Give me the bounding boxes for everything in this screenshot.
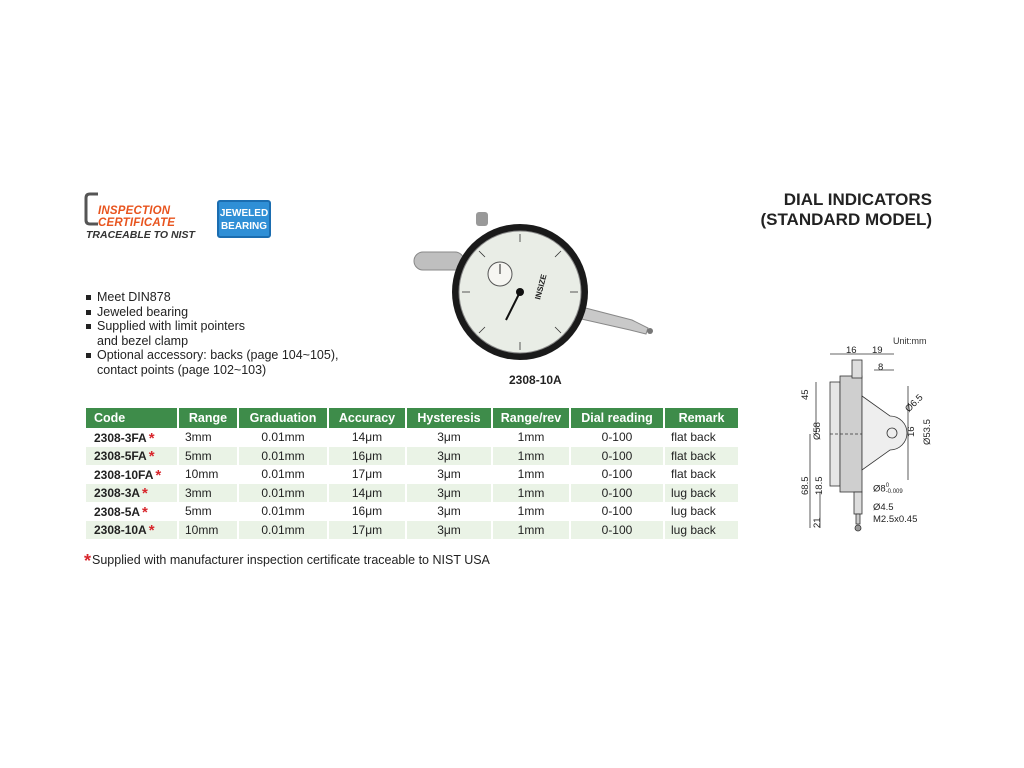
cell-remark-text: lug back (671, 485, 716, 500)
certificate-line1: INSPECTION (98, 205, 171, 217)
table-row (86, 484, 738, 503)
cell-hysteresis (406, 465, 492, 484)
certificate-star: * (155, 466, 162, 484)
cell-code-text: 2308-5FA (94, 449, 147, 464)
cell-accuracy-text: 14μm (351, 485, 383, 500)
dim-8-tolerance (873, 483, 903, 495)
cell-hysteresis-text: 3μm (437, 467, 461, 482)
cell-dial-reading (570, 428, 664, 447)
product-image (410, 212, 670, 362)
certificate-star: * (148, 448, 155, 466)
certificate-star: * (142, 503, 148, 521)
certificate-star: * (148, 522, 155, 540)
dim-21: 21 (812, 517, 823, 528)
cell-range-rev-text: 1mm (517, 522, 545, 537)
cell-accuracy (328, 465, 406, 484)
header-graduation: Graduation (238, 408, 328, 428)
cell-graduation-text: 0.01mm (261, 467, 305, 482)
footnote-text: Supplied with manufacturer inspection certificate traceable to NIST USA (92, 553, 490, 567)
jeweled-line1: JEWELED (219, 208, 269, 219)
cell-code (86, 428, 178, 447)
cell-graduation (238, 484, 328, 503)
cell-remark-text: lug back (671, 504, 716, 519)
cell-graduation-text: 0.01mm (261, 485, 305, 500)
cell-graduation (238, 465, 328, 484)
cell-hysteresis-text: 3μm (437, 522, 461, 537)
cell-dial-reading (570, 447, 664, 466)
cell-remark-text: lug back (671, 522, 716, 537)
page-title (760, 190, 932, 230)
cell-range-text: 5mm (185, 448, 212, 463)
dim-4-5: Ø4.5 (873, 502, 894, 513)
dim-53-5: Ø53.5 (922, 419, 933, 445)
tolerance-lower: -0.009 (885, 489, 903, 495)
cell-hysteresis (406, 502, 492, 521)
product-caption: 2308-10A (509, 373, 562, 387)
cell-dial-reading-text: 0-100 (601, 522, 633, 537)
cell-hysteresis-text: 3μm (437, 485, 461, 500)
dim-18-5: 18.5 (814, 476, 825, 495)
header-range: Range (178, 408, 238, 428)
table-row (86, 521, 738, 540)
feature-list (86, 290, 386, 377)
cell-range-rev-text: 1mm (517, 504, 545, 519)
cell-dial-reading-text: 0-100 (601, 504, 633, 519)
cell-code (86, 502, 178, 521)
inspection-certificate-badge (84, 190, 204, 242)
cell-hysteresis (406, 484, 492, 503)
cell-dial-reading (570, 521, 664, 540)
cell-accuracy (328, 447, 406, 466)
table-row (86, 465, 738, 484)
cell-code-text: 2308-5A (94, 504, 141, 519)
cell-graduation (238, 428, 328, 447)
cell-dial-reading-text: 0-100 (601, 485, 633, 500)
cell-code (86, 521, 178, 540)
cell-graduation-text: 0.01mm (261, 522, 305, 537)
cell-range-rev (492, 502, 570, 521)
cell-remark (664, 447, 738, 466)
cell-graduation-text: 0.01mm (261, 430, 305, 445)
cell-remark-text: flat back (671, 467, 716, 482)
cell-remark (664, 428, 738, 447)
cell-accuracy (328, 428, 406, 447)
cell-code (86, 465, 178, 484)
cell-remark (664, 465, 738, 484)
cell-code (86, 484, 178, 503)
feature-item-continued: and bezel clamp (97, 333, 189, 348)
cell-accuracy-text: 16μm (351, 448, 383, 463)
cell-code-text: 2308-10FA (94, 467, 154, 482)
cell-dial-reading-text: 0-100 (601, 448, 633, 463)
header-hysteresis: Hysteresis (406, 408, 492, 428)
feature-item: Jeweled bearing (86, 305, 386, 320)
cell-range (178, 521, 238, 540)
header-dial-reading: Dial reading (570, 408, 664, 428)
feature-item-continued: contact points (page 102~103) (97, 362, 267, 377)
header-range-rev: Range/rev (492, 408, 570, 428)
cell-dial-reading-text: 0-100 (601, 467, 633, 482)
cell-remark-text: flat back (671, 430, 716, 445)
cell-dial-reading-text: 0-100 (601, 430, 633, 445)
header-remark: Remark (664, 408, 738, 428)
header-code: Code (86, 408, 178, 428)
feature-item: Optional accessory: backs (page 104~105), (86, 348, 386, 363)
cell-range (178, 447, 238, 466)
certificate-star: * (142, 485, 148, 503)
cell-remark (664, 484, 738, 503)
footnote (84, 548, 490, 569)
cell-hysteresis (406, 521, 492, 540)
cell-dial-reading (570, 484, 664, 503)
dim-8: 8 (878, 362, 884, 373)
unit-label: Unit:mm (893, 336, 927, 346)
dim-8-value: Ø8 (873, 483, 886, 495)
jeweled-line2: BEARING (220, 221, 268, 232)
cell-range (178, 465, 238, 484)
cell-range-rev (492, 484, 570, 503)
cell-range (178, 428, 238, 447)
cell-range-rev-text: 1mm (517, 430, 545, 445)
cell-range (178, 484, 238, 503)
cell-dial-reading (570, 465, 664, 484)
cell-accuracy-text: 17μm (351, 467, 383, 482)
cell-remark (664, 521, 738, 540)
cell-range-rev-text: 1mm (517, 448, 545, 463)
header-accuracy: Accuracy (328, 408, 406, 428)
dim-16b: 16 (906, 426, 917, 437)
cell-accuracy (328, 521, 406, 540)
cell-graduation (238, 502, 328, 521)
table-row (86, 502, 738, 521)
cell-accuracy (328, 502, 406, 521)
cell-graduation-text: 0.01mm (261, 504, 305, 519)
cell-range-text: 3mm (185, 430, 212, 445)
cell-range-rev (492, 521, 570, 540)
cell-range-text: 3mm (185, 485, 212, 500)
cell-accuracy-text: 17μm (351, 522, 383, 537)
cell-hysteresis (406, 447, 492, 466)
table-row (86, 428, 738, 447)
dim-16: 16 (846, 345, 857, 356)
feature-item: Meet DIN878 (86, 290, 386, 305)
cell-code-text: 2308-3FA (94, 430, 147, 445)
cell-hysteresis-text: 3μm (437, 448, 461, 463)
jeweled-bearing-badge (217, 200, 271, 238)
dim-58: Ø58 (812, 422, 823, 440)
brand-text: INSIZE (533, 273, 549, 301)
dim-68-5: 68.5 (800, 476, 811, 495)
certificate-line2: CERTIFICATE (98, 217, 176, 229)
cell-code-text: 2308-10A (94, 523, 147, 538)
dim-45: 45 (800, 389, 811, 400)
cell-range-rev (492, 428, 570, 447)
cell-accuracy (328, 484, 406, 503)
dim-thread: M2.5x0.45 (873, 514, 918, 525)
cell-dial-reading (570, 502, 664, 521)
feature-item: Supplied with limit pointers (86, 319, 386, 334)
certificate-line3: TRACEABLE TO NIST (86, 229, 195, 241)
cell-remark-text: flat back (671, 448, 716, 463)
cell-hysteresis (406, 428, 492, 447)
cell-range-rev-text: 1mm (517, 485, 545, 500)
cell-range-text: 5mm (185, 504, 212, 519)
cell-code (86, 447, 178, 466)
title-line1: DIAL INDICATORS (783, 190, 932, 209)
dial-indicator-illustration (410, 212, 670, 362)
cell-remark (664, 502, 738, 521)
dim-6-5: Ø6.5 (903, 392, 926, 415)
cell-graduation (238, 521, 328, 540)
table-header-row (86, 408, 738, 428)
cell-graduation (238, 447, 328, 466)
cell-range-rev-text: 1mm (517, 467, 545, 482)
cell-range-text: 10mm (185, 522, 219, 537)
cell-accuracy-text: 14μm (351, 430, 383, 445)
spec-table (86, 408, 738, 539)
tolerance-upper: 0 (885, 483, 890, 489)
cell-hysteresis-text: 3μm (437, 430, 461, 445)
dim-19: 19 (872, 345, 883, 356)
title-line2: (STANDARD MODEL) (760, 210, 932, 229)
cell-range-rev (492, 447, 570, 466)
cell-accuracy-text: 16μm (351, 504, 383, 519)
cell-graduation-text: 0.01mm (261, 448, 305, 463)
table-row (86, 447, 738, 466)
cell-range-text: 10mm (185, 467, 219, 482)
cell-range-rev (492, 465, 570, 484)
cell-hysteresis-text: 3μm (437, 504, 461, 519)
certificate-star: * (148, 429, 155, 447)
cell-range (178, 502, 238, 521)
footnote-star: * (84, 551, 92, 571)
cell-code-text: 2308-3A (94, 486, 141, 501)
